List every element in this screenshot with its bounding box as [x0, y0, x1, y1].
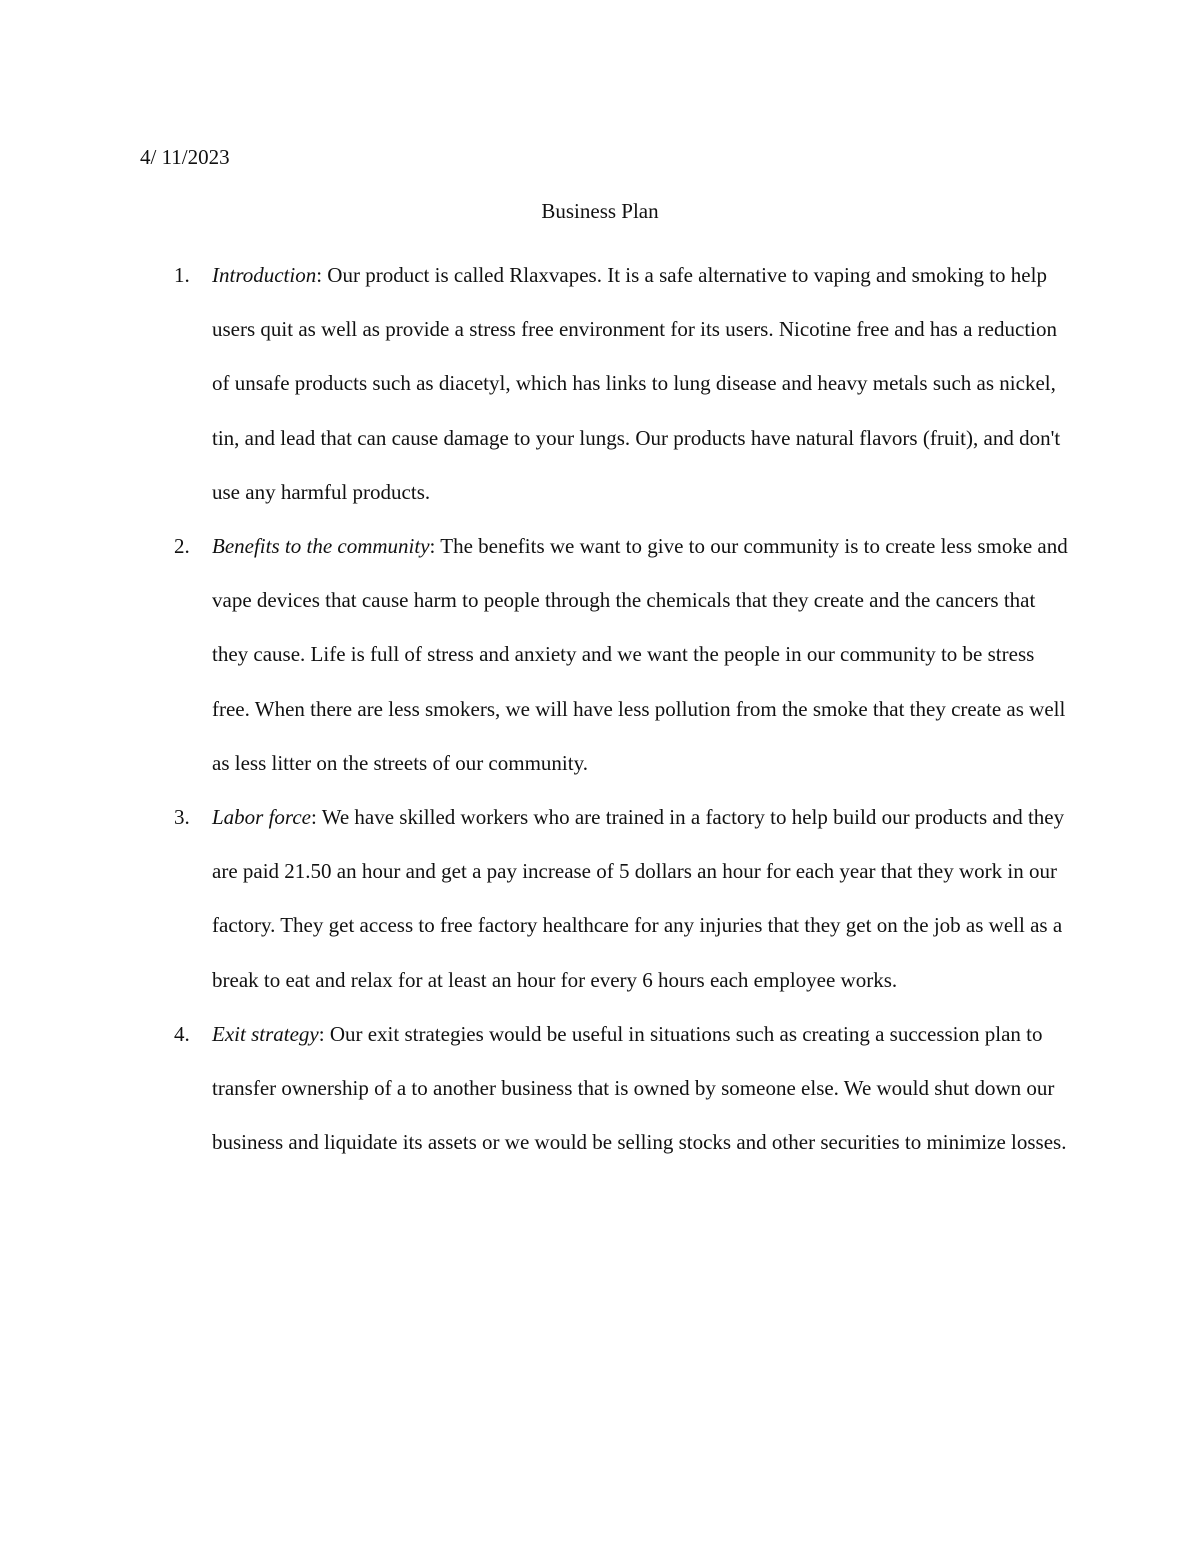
section-heading: Exit strategy	[212, 1021, 319, 1046]
list-item-body	[212, 519, 1068, 790]
section-text: : We have skilled workers who are trained in a factory to help build our products and they are paid 21.50 an hour and get a pay increase of 5 dollars an hour for each year that they work in our factory. They get access to free factory healthcare for any injuries that they get on the job as well as a break to eat and relax for at least an hour for every 6 hours each employee works.	[212, 805, 1065, 992]
document-title: Business Plan	[541, 199, 659, 223]
section-text: : Our exit strategies would be useful in situations such as creating a succession plan to transfer ownership of a to another business that is owned by someone else. We would shut down our business and liquidate its assets or we would be selling stocks and other securities to minimize losses.	[212, 1021, 1067, 1155]
list-item-number: 2.	[174, 534, 190, 559]
list-item-community-benefits	[0, 519, 1200, 790]
section-text: : Our product is called Rlaxvapes. It is a safe alternative to vaping and smoking to help users quit as well as provide a stress free environment for its users. Nicotine free and has a reduction of unsafe products such as diacetyl, which has links to lung disease and heavy metals such as nickel, tin, and lead that can cause damage to your lungs. Our products have natural flavors (fruit), and don't use any harmful products.	[212, 263, 1061, 504]
list-item-number: 4.	[174, 1021, 190, 1046]
section-text: : The benefits we want to give to our community is to create less smoke and vape devices that cause harm to people through the chemicals that they create and the cancers that they cause. Life is full of stress and anxiety and we want the people in our community to be stress free. When there are less smokers, we will have less pollution from the smoke that they create as well as less litter on the streets of our community.	[212, 534, 1068, 775]
list-item-labor-force	[0, 790, 1200, 1007]
document-date: 4/ 11/2023	[140, 145, 230, 169]
list-item-body	[212, 248, 1068, 519]
section-heading: Labor force	[212, 805, 311, 830]
list-item-body	[212, 1007, 1068, 1170]
section-heading: Introduction	[212, 263, 317, 287]
business-plan-list	[0, 248, 1200, 1169]
section-heading: Benefits to the community	[212, 534, 430, 559]
list-item-number: 1.	[174, 263, 190, 287]
list-item-number: 3.	[174, 805, 190, 830]
list-item-introduction	[0, 248, 1200, 519]
list-item-exit-strategy	[0, 1007, 1200, 1170]
list-item-body	[212, 790, 1068, 1007]
